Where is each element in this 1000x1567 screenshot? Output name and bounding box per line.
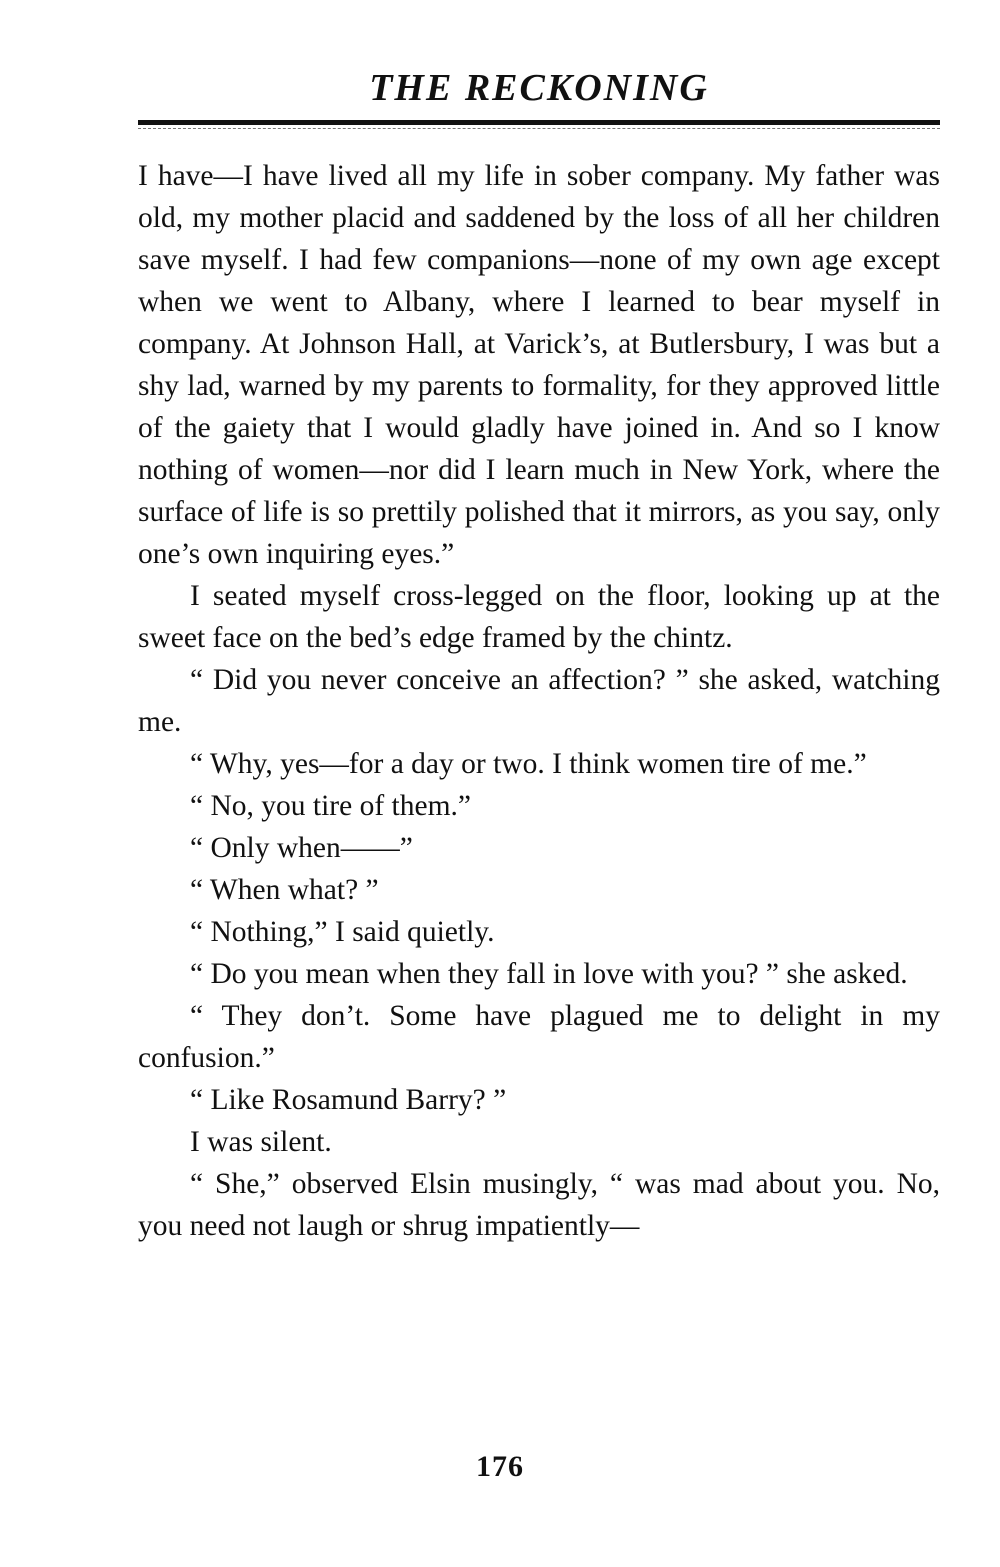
paragraph: “ No, you tire of them.” [190, 790, 471, 822]
paragraph: “ Nothing,” I said quietly. [190, 916, 495, 948]
paragraph: “ Why, yes—for a day or two. I think women tire of me.” [190, 748, 867, 780]
book-page [138, 62, 940, 1247]
paragraph: “ Like Rosamund Barry? ” [190, 1084, 507, 1116]
paragraph: “ Did you never conceive an affection? ” she asked, watching me. [138, 664, 940, 738]
paragraph: “ Do you mean when they fall in love with you? ” she asked. [190, 958, 908, 990]
paragraph: “ When what? ” [190, 874, 379, 906]
paragraph: I was silent. [190, 1126, 332, 1158]
paragraph: “ She,” observed Elsin musingly, “ was mad about you. No, you need not laugh or shrug impatiently— [138, 1168, 940, 1242]
paragraph: I have—I have lived all my life in sober company. My father was old, my mother placid and saddened by the loss of all her children save myself. I had few companions—none of my own age except when we went to Albany, where I learned to bear myself in company. At Johnson Hall, at Varick’s, at Butlersbury, I was but a shy lad, warned by my parents to formality, for they approved little of the gaiety that I would gladly have joined in. And so I know nothing of women—nor did I learn much in New York, where the surface of life is so prettily polished that it mirrors, as you say, only one’s own inquiring eyes.” [138, 160, 940, 570]
header-rule [138, 120, 940, 125]
header-rule-thin [138, 128, 940, 129]
page-number: 176 [476, 1450, 524, 1483]
running-title: THE RECKONING [369, 67, 709, 109]
paragraph: “ Only when——” [190, 832, 413, 864]
paragraph: “ They don’t. Some have plagued me to delight in my confusion.” [138, 1000, 940, 1074]
paragraph: I seated myself cross-legged on the floor, looking up at the sweet face on the bed’s edge framed by the chintz. [138, 580, 940, 654]
body-text [138, 155, 940, 1247]
